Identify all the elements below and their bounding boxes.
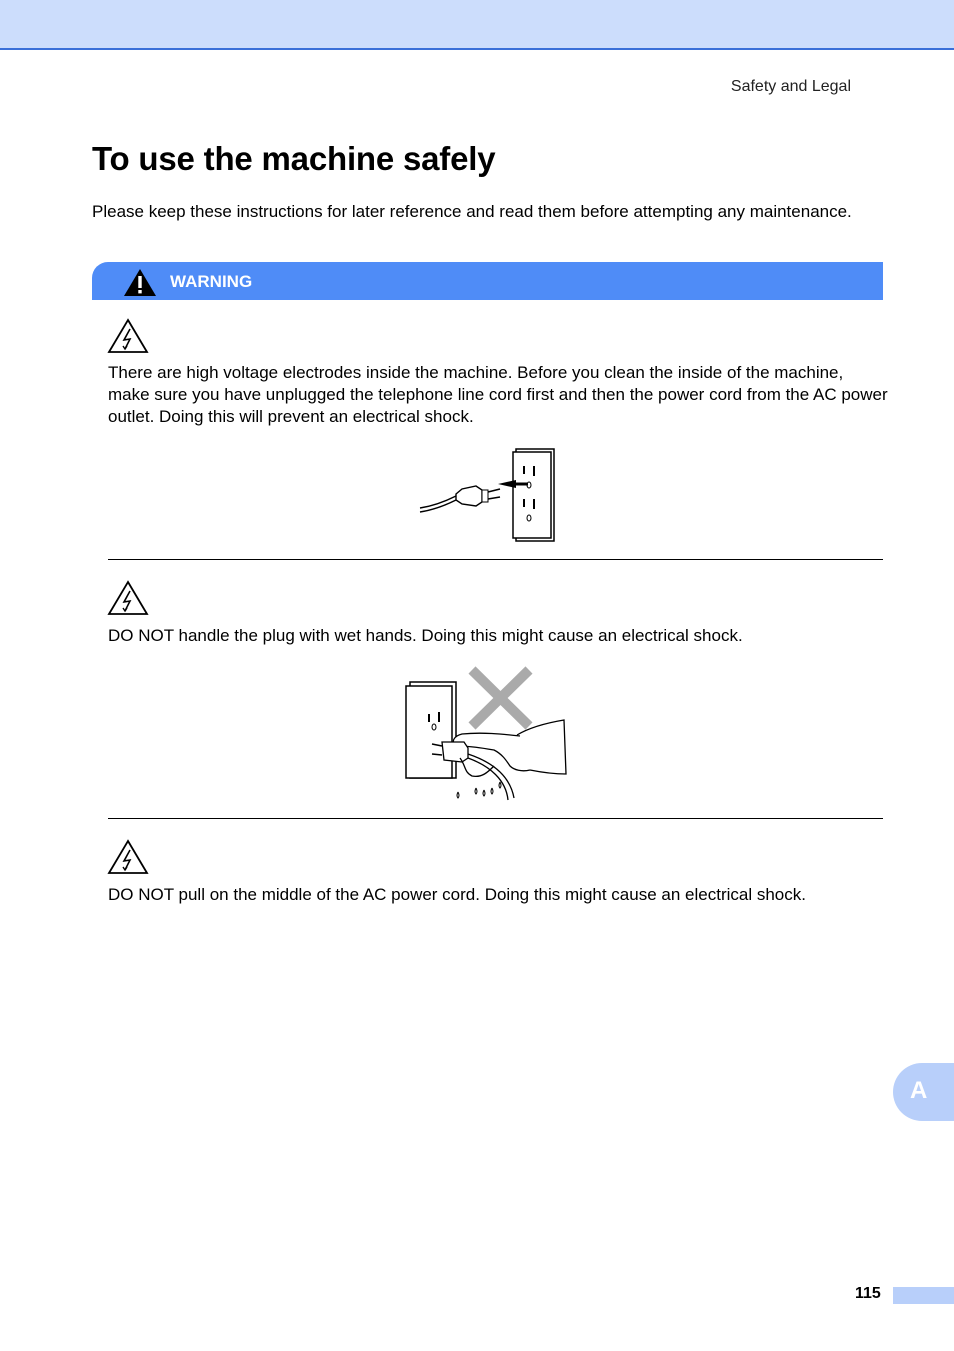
wet-hands-plug-illustration	[402, 662, 570, 804]
warning-text-2: DO NOT handle the plug with wet hands. Doing this might cause an electrical shock.	[108, 626, 743, 645]
warning-triangle-icon	[122, 267, 158, 297]
appendix-tab-letter: A	[910, 1077, 928, 1104]
electrical-hazard-icon	[107, 839, 149, 875]
warning-label: WARNING	[170, 272, 253, 291]
page-number: 115	[855, 1285, 881, 1302]
page-title: To use the machine safely	[92, 140, 496, 177]
electrical-hazard-icon	[107, 580, 149, 616]
divider-rule	[108, 818, 883, 819]
intro-paragraph: Please keep these instructions for later reference and read them before attempting any maintenance.	[92, 202, 852, 221]
unplugging-power-cord-illustration	[418, 446, 558, 544]
running-head: Safety and Legal	[730, 78, 851, 95]
page-number-bar	[893, 1287, 954, 1304]
appendix-side-tab	[893, 1063, 954, 1121]
divider-rule	[108, 559, 883, 560]
electrical-hazard-icon	[107, 318, 149, 354]
warning-text-3: DO NOT pull on the middle of the AC power cord. Doing this might cause an electrical shock.	[108, 885, 806, 904]
top-header-band	[0, 0, 954, 50]
warning-banner	[92, 262, 883, 300]
warning-text-1: There are high voltage electrodes inside the machine. Before you clean the inside of the machine, make sure you have unplugged the telephone line cord first and then the power cord from the AC power outlet. Doing this will prevent an electrical shock.	[108, 363, 888, 426]
